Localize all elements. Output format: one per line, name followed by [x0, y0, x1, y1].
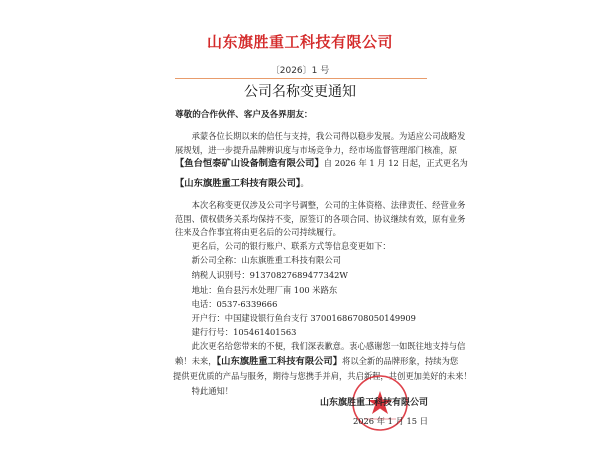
company-letterhead: 山东旗胜重工科技有限公司: [206, 33, 393, 51]
paragraph-line: 此次更名给您带来的不便，我们深表歉意。衷心感谢您一如既往地支持与信: [175, 341, 466, 351]
header-divider: [175, 78, 427, 79]
paragraph-text: 。: [300, 178, 309, 188]
info-bank: 开户行：中国建设银行鱼台支行 37001686708050149909: [175, 313, 416, 323]
new-company-name: 【山东旗胜重工科技有限公司】: [216, 356, 343, 367]
info-full-name: 新公司全称：山东旗胜重工科技有限公司: [175, 255, 341, 265]
old-company-name: 【鱼台恒泰矿山设备制造有限公司】: [175, 158, 324, 169]
info-tax-id: 纳税人识别号：91370827689477342W: [175, 270, 348, 280]
paragraph-line: 展规划，进一步提升品牌辨识度与市场竞争力，经市场监督管理部门核准，原: [175, 145, 458, 155]
document-number: 〔2026〕1 号: [270, 66, 330, 76]
info-bank-code: 建行行号：105461401563: [175, 327, 297, 337]
paragraph-line: [175, 158, 468, 169]
signature-date: 2026 年 1 月 15 日: [352, 416, 428, 426]
signature-company: 山东旗胜重工科技有限公司: [319, 398, 428, 408]
info-phone: 电话：0537-6339666: [175, 299, 278, 309]
paragraph-line: 更名后，公司的银行账户、联系方式等信息变更如下：: [175, 241, 391, 251]
info-address: 地址：鱼台县污水处理厂南 100 米路东: [175, 285, 338, 295]
paragraph-line: 本次名称变更仅涉及公司字号调整，公司的主体资格、法律责任、经营业务: [175, 200, 466, 210]
new-company-name: 【山东旗胜重工科技有限公司】: [175, 178, 301, 189]
paragraph-line: 提供更优质的产品与服务，期待与您携手并肩，共启新程，共创更加美好的未来！: [173, 371, 472, 381]
paragraph-text: 将以全新的品牌形象，持续为您: [342, 356, 459, 366]
paragraph-line: 范围、债权债务关系均保持不变，原签订的各项合同、协议继续有效，原有业务: [175, 214, 466, 224]
notice-title: 公司名称变更通知: [244, 84, 356, 100]
paragraph-line: 往来及合作事宜将由更名后的公司持续履行。: [175, 227, 341, 237]
salutation: 尊敬的合作伙伴、客户及各界朋友：: [175, 110, 313, 120]
paragraph-line: 承蒙各位长期以来的信任与支持，我公司得以稳步发展。为适应公司战略发: [175, 131, 466, 141]
paragraph-line: [175, 356, 459, 367]
paragraph-text: 自 2026 年 1 月 12 日起，正式更名为: [323, 158, 468, 168]
paragraph-line: [175, 178, 428, 189]
paragraph-text: 赖！未来，: [175, 356, 217, 366]
closing: 特此通知！: [175, 386, 234, 396]
